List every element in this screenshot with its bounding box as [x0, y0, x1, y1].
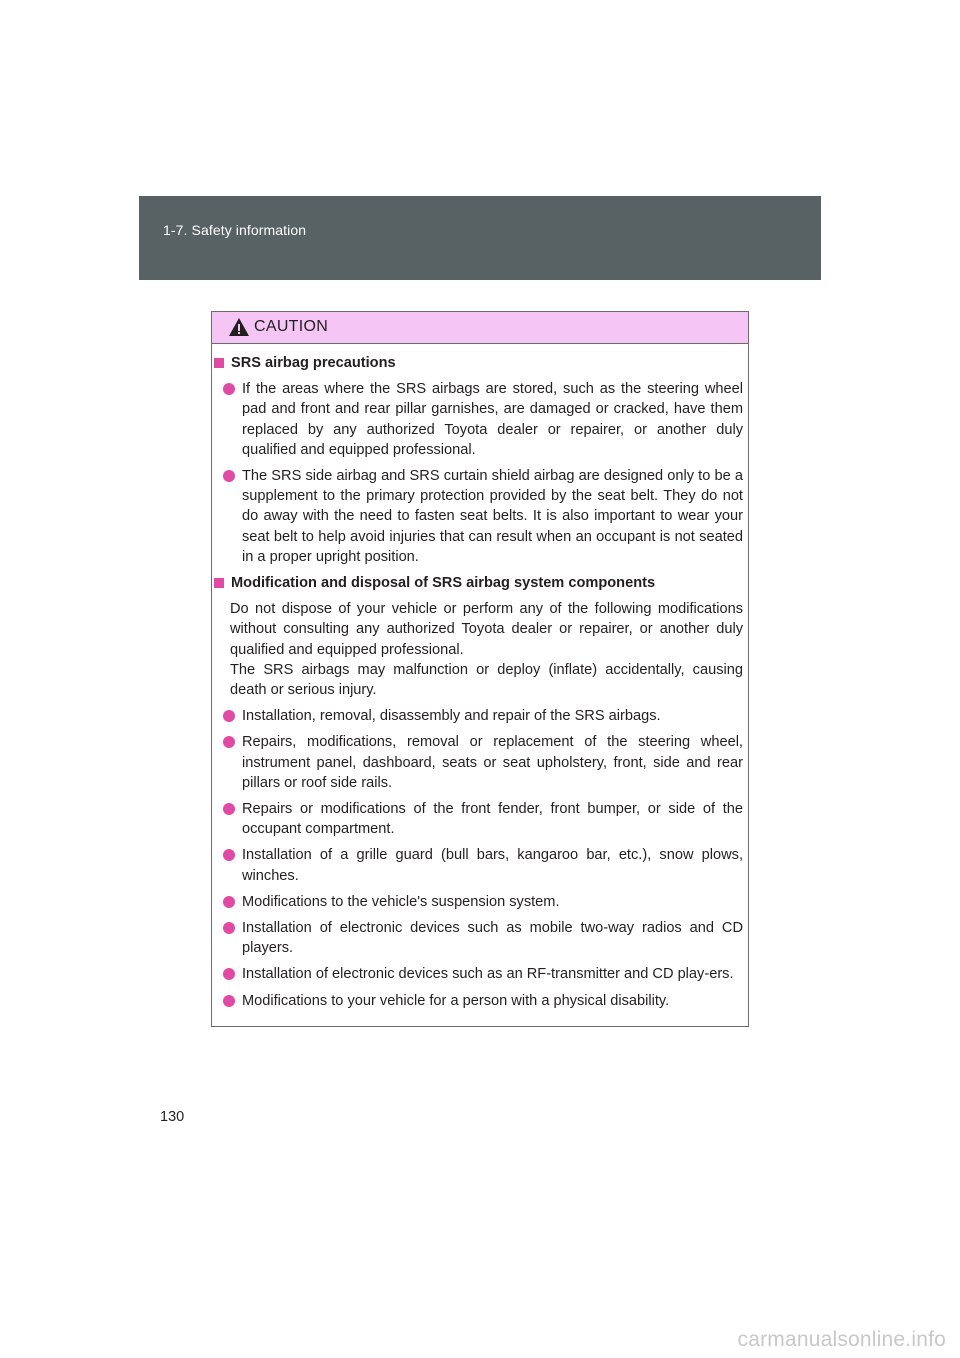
list-item — [212, 466, 743, 567]
heading-text: SRS airbag precautions — [231, 355, 396, 371]
paragraph — [212, 599, 743, 700]
list-item — [212, 732, 743, 793]
list-item-text: If the areas where the SRS airbags are stored, such as the steering wheel pad and front and rear pillar garnishes, are damaged or cracked, have them replaced by any authorized Toyota dealer or repairer, or another duly qualified and equipped professional. — [242, 381, 743, 458]
watermark: carmanualsonline.info — [737, 1328, 946, 1351]
list-item-text: Installation of electronic devices such as an RF-transmitter and CD play-ers. — [242, 966, 734, 983]
caution-box — [211, 311, 749, 1027]
list-item — [212, 845, 743, 885]
list-item-text: Modifications to your vehicle for a person with a physical disability. — [242, 992, 670, 1009]
square-bullet-icon — [214, 578, 224, 588]
circle-bullet-icon — [223, 470, 235, 482]
caution-header — [212, 312, 748, 344]
list-item-text: Installation, removal, disassembly and repair of the SRS airbags. — [242, 708, 661, 725]
caution-body — [212, 344, 748, 1011]
section-heading-modification-disposal — [214, 573, 743, 593]
section-title: 1-7. Safety information — [163, 222, 307, 238]
circle-bullet-icon — [223, 922, 235, 934]
circle-bullet-icon — [223, 710, 235, 722]
circle-bullet-icon — [223, 383, 235, 395]
list-item-text: Repairs, modifications, removal or replacement of the steering wheel, instrument panel, dashboard, seats or seat upholstery, front, side and rear pillars or roof side rails. — [242, 734, 743, 791]
list-item — [212, 799, 743, 839]
list-item-text: The SRS side airbag and SRS curtain shield airbag are designed only to be a supplement to the primary protection provided by the seat belt. They do not do away with the need to fasten seat belts. It is also important to wear your seat belt to help avoid injuries that can result when an occupant is not seated in a proper upright position. — [242, 468, 743, 565]
list-item — [212, 892, 743, 912]
circle-bullet-icon — [223, 896, 235, 908]
circle-bullet-icon — [223, 849, 235, 861]
list-item — [212, 991, 743, 1011]
page-number: 130 — [160, 1109, 185, 1125]
paragraph-text: Do not dispose of your vehicle or perform any of the following modifications without consulting any authorized Toyota dealer or repairer, or another duly qualified and equipped professional. — [230, 601, 743, 658]
circle-bullet-icon — [223, 736, 235, 748]
circle-bullet-icon — [223, 995, 235, 1007]
section-header-band — [139, 196, 821, 280]
list-item-text: Repairs or modifications of the front fender, front bumper, or side of the occupant compartment. — [242, 801, 743, 838]
caution-title: CAUTION — [254, 318, 329, 335]
list-item — [212, 706, 743, 726]
list-item — [212, 964, 743, 984]
list-item-text: Installation of a grille guard (bull bars, kangaroo bar, etc.), snow plows, winches. — [242, 847, 743, 884]
circle-bullet-icon — [223, 968, 235, 980]
list-item — [212, 379, 743, 460]
circle-bullet-icon — [223, 803, 235, 815]
heading-text: Modification and disposal of SRS airbag system components — [231, 575, 656, 592]
list-item-text: Installation of electronic devices such as mobile two-way radios and CD players. — [242, 920, 743, 957]
section-heading-srs-precautions — [214, 353, 743, 373]
list-item-text: Modifications to the vehicle's suspension system. — [242, 893, 560, 910]
paragraph-text: The SRS airbags may malfunction or deploy (inflate) accidentally, causing death or serious injury. — [230, 661, 743, 699]
square-bullet-icon — [214, 358, 224, 368]
warning-icon — [228, 317, 250, 337]
list-item — [212, 918, 743, 958]
